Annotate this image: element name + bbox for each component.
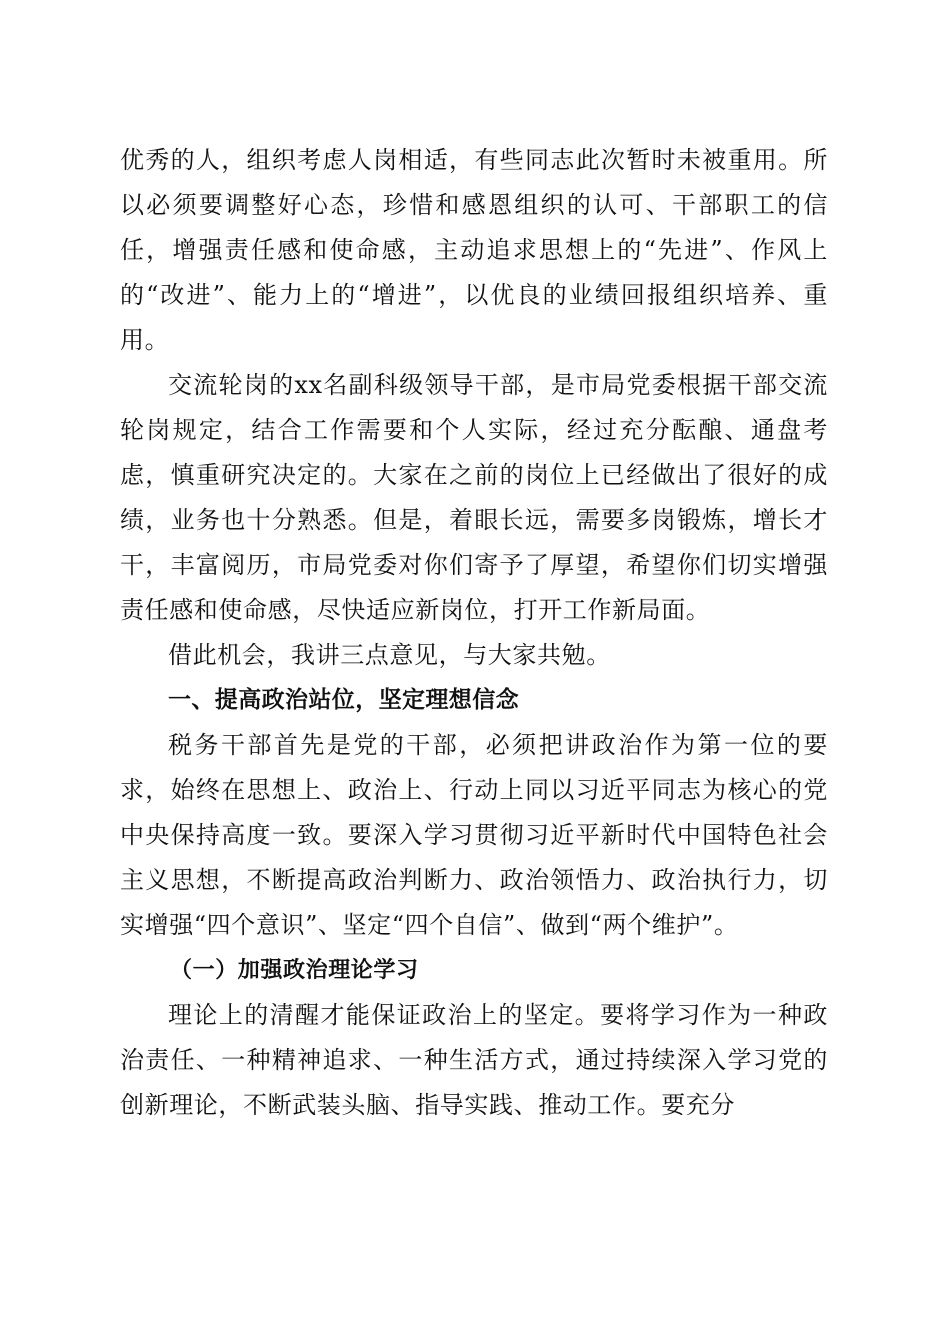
paragraph-continuation: 优秀的人，组织考虑人岗相适，有些同志此次暂时未被重用。所以必须要调整好心态，珍惜和感恩组织的认可、干部职工的信任，增强责任感和使命感，主动追求思想上的“先进”、作风上的“改进”、能力上的“增进”，以优良的业绩回报组织培养、重用。 [120, 146, 828, 354]
paragraph-rotation: 交流轮岗的xx名副科级领导干部，是市局党委根据干部交流轮岗规定，结合工作需要和个人实际，经过充分酝酿、通盘考虑，慎重研究决定的。大家在之前的岗位上已经做出了很好的成绩，业务也十分熟悉。但是，着眼长远，需要多岗锻炼，增长才干，丰富阅历，市局党委对你们寄予了厚望，希望你们切实增强责任感和使命感，尽快适应新岗位，打开工作新局面。 [120, 371, 828, 624]
section-heading-1: 一、提高政治站位，坚定理想信念 [168, 687, 519, 713]
subsection-heading-1: （一）加强政治理论学习 [170, 957, 419, 983]
document-body [120, 138, 828, 1128]
paragraph-opinions-intro: 借此机会，我讲三点意见，与大家共勉。 [168, 641, 611, 669]
paragraph-political: 税务干部首先是党的干部，必须把讲政治作为第一位的要求，始终在思想上、政治上、行动上同以习近平同志为核心的党中央保持高度一致。要深入学习贯彻习近平新时代中国特色社会主义思想，不断提高政治判断力、政治领悟力、政治执行力，切实增强“四个意识”、坚定“四个自信”、做到“两个维护”。 [120, 731, 828, 939]
paragraph-theory-study: 理论上的清醒才能保证政治上的坚定。要将学习作为一种政治责任、一种精神追求、一种生活方式，通过持续深入学习党的创新理论，不断武装头脑、指导实践、推动工作。要充分 [120, 1001, 828, 1119]
